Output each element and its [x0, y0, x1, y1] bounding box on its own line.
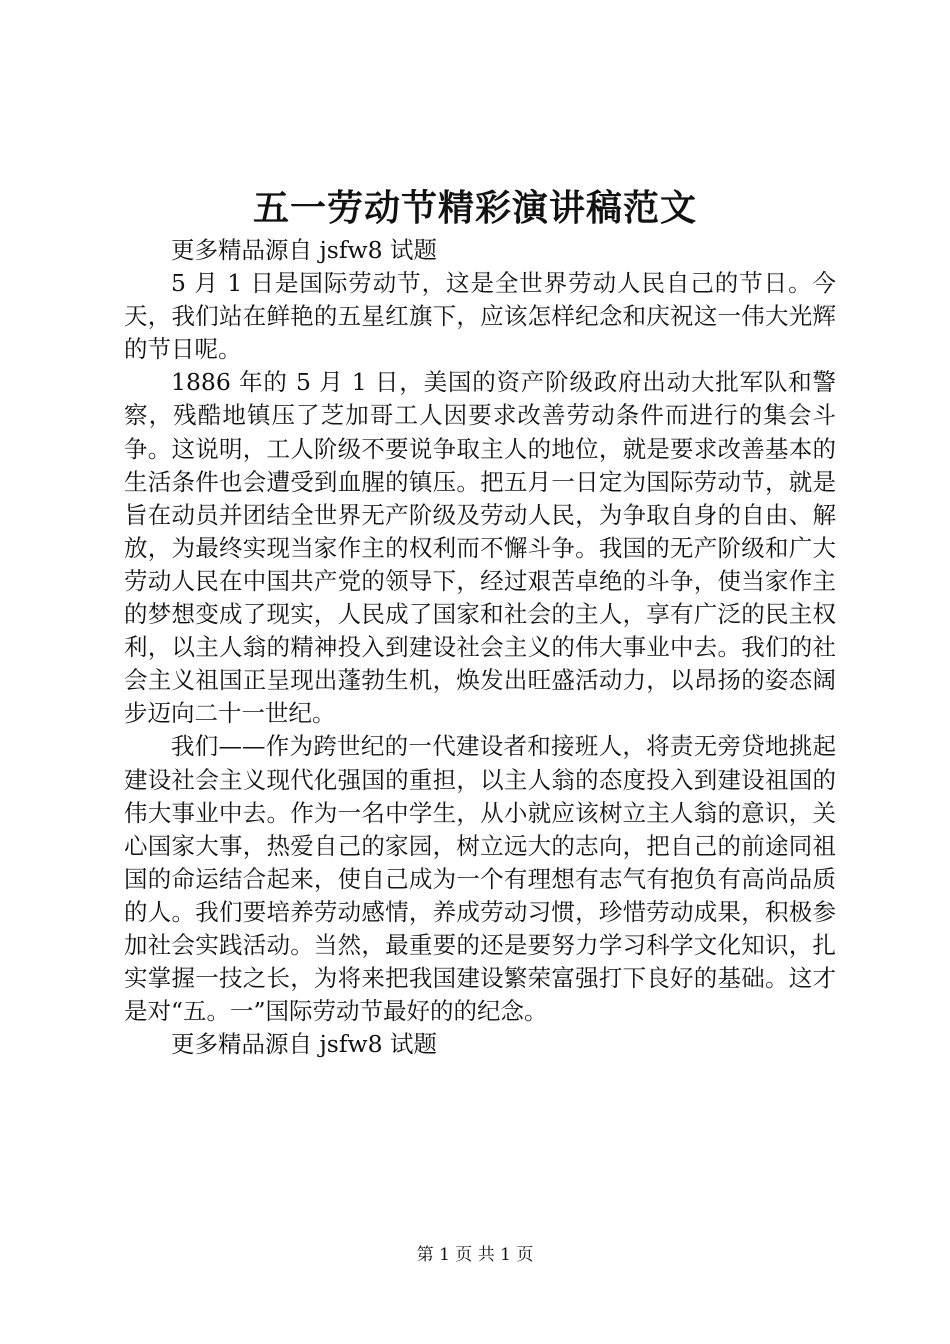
- document-body: [124, 234, 836, 1061]
- source-note-bottom: 更多精品源自 jsfw8 试题: [171, 1030, 438, 1059]
- paragraph-responsibility: 我们——作为跨世纪的一代建设者和接班人，将责无旁贷地挑起建设社会主义现代化强国的重担，以主人翁的态度投入到建设祖国的伟大事业中去。作为一名中学生，从小就应该树立主人翁的意识，关心国家大事，热爱自己的家园，树立远大的志向，把自己的前途同祖国的命运结合起来，使自己成为一个有理想有志气有抱负有高尚品质的人。我们要培养劳动感情，养成劳动习惯，珍惜劳动成果，积极参加社会实践活动。当然，最重要的还是要努力学习科学文化知识，扎实掌握一技之长，为将来把我国建设繁荣富强打下良好的基础。这才是对“五。一”国际劳动节最好的的纪念。: [124, 732, 836, 1026]
- paragraph-history: 1886 年的 5 月 1 日，美国的资产阶级政府出动大批军队和警察，残酷地镇压了芝加哥工人因要求改善劳动条件而进行的集会斗争。这说明，工人阶级不要说争取主人的地位，就是要求改善基本的生活条件也会遭受到血腥的镇压。把五月一日定为国际劳动节，就是旨在动员并团结全世界无产阶级及劳动人民，为争取自身的自由、解放，为最终实现当家作主的权利而不懈斗争。我国的无产阶级和广大劳动人民在中国共产党的领导下，经过艰苦卓绝的斗争，使当家作主的梦想变成了现实，人民成了国家和社会的主人，享有广泛的民主权利，以主人翁的精神投入到建设社会主义的伟大事业中去。我们的社会主义祖国正呈现出蓬勃生机，焕发出旺盛活动力，以昂扬的姿态阔步迈向二十一世纪。: [124, 368, 836, 728]
- source-note-top: 更多精品源自 jsfw8 试题: [171, 236, 438, 264]
- paragraph-intro: 5 月 1 日是国际劳动节，这是全世界劳动人民自己的节日。今天，我们站在鲜艳的五星红旗下，应该怎样纪念和庆祝这一伟大光辉的节日呢。: [124, 269, 836, 364]
- page-number-footer: 第 1 页 共 1 页: [416, 1245, 534, 1265]
- document-title: 五一劳动节精彩演讲稿范文: [252, 187, 697, 229]
